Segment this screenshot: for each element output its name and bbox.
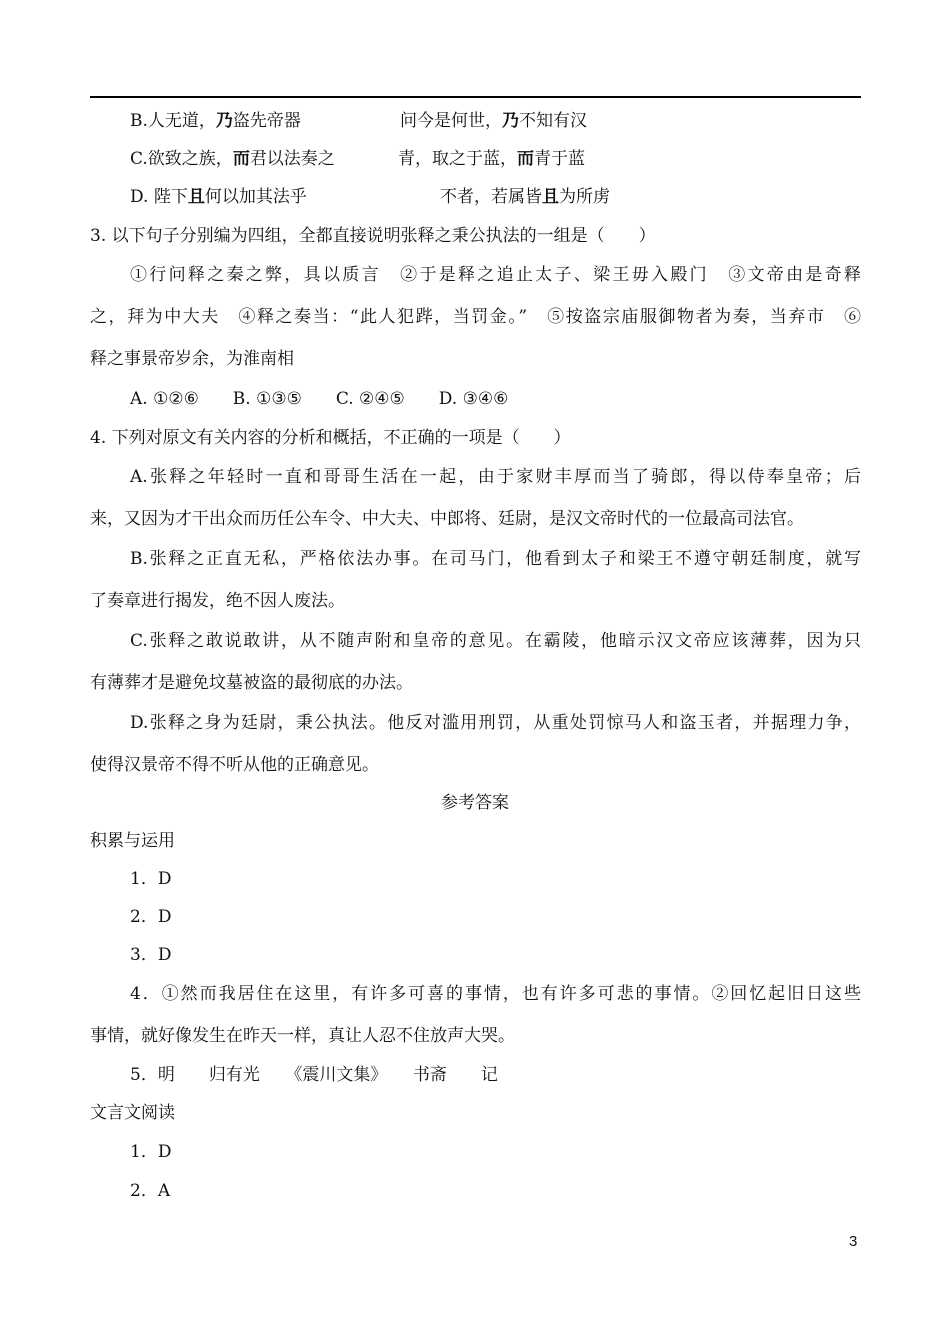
answer-1: 1．D [130, 869, 172, 889]
answer-4-line-1: 4．①然而我居住在这里，有许多可喜的事情，也有许多可悲的事情。②回忆起旧日这些 [130, 984, 861, 1004]
q4-option-a-line-2: 来，又因为才干出众而历任公车令、中大夫、中郎将、廷尉，是汉文帝时代的一位最高司法官。 [90, 509, 804, 529]
answers-section-2: 文言文阅读 [90, 1103, 175, 1123]
answer-4-line-2: 事情，就好像发生在昨天一样，真让人忍不住放声大哭。 [90, 1026, 515, 1046]
q4-option-a-line-1: A.张释之年轻时一直和哥哥生活在一起，由于家财丰厚而当了骑郎，得以侍奉皇帝；后 [130, 467, 861, 487]
q2-option-d-right: 不者，若属皆且为所虏 [440, 187, 610, 207]
q2-option-d-left: D. 陛下且何以加其法乎 [130, 187, 307, 207]
q4-stem: 4. 下列对原文有关内容的分析和概括，不正确的一项是（ ） [90, 428, 571, 448]
q3-line-2: 之，拜为中大夫 ④释之奏当：“此人犯跸，当罚金。” ⑤按盗宗庙服御物者为奏，当弃市 ⑥ [90, 307, 861, 327]
answer-5: 5．明 归有光 《震川文集》 书斋 记 [130, 1065, 498, 1085]
q2-option-c-right: 青，取之于蓝，而青于蓝 [398, 149, 585, 169]
q4-option-d-line-1: D.张释之身为廷尉，秉公执法。他反对滥用刑罚，从重处罚惊马人和盗玉者，并据理力争， [130, 713, 861, 733]
q4-option-d-line-2: 使得汉景帝不得不听从他的正确意见。 [90, 755, 379, 775]
q2-option-c-left: C.欲致之族，而君以法奏之 [130, 149, 335, 169]
reading-answer-2: 2．A [130, 1181, 171, 1201]
answers-section-1: 积累与运用 [90, 831, 175, 851]
q4-option-b-line-2: 了奏章进行揭发，绝不因人废法。 [90, 591, 345, 611]
answer-2: 2．D [130, 907, 172, 927]
q4-option-b-line-1: B.张释之正直无私，严格依法办事。在司马门，他看到太子和梁王不遵守朝廷制度，就写 [130, 549, 861, 569]
answers-title: 参考答案 [441, 793, 509, 813]
answer-3: 3．D [130, 945, 172, 965]
q4-option-c-line-2: 有薄葬才是避免坟墓被盗的最彻底的办法。 [90, 673, 413, 693]
q3-stem: 3. 以下句子分别编为四组，全都直接说明张释之秉公执法的一组是（ ） [90, 226, 656, 246]
q4-option-c-line-1: C.张释之敢说敢讲，从不随声附和皇帝的意见。在霸陵，他暗示汉文帝应该薄葬，因为只 [130, 631, 861, 651]
q2-option-b-right: 问今是何世，乃不知有汉 [400, 111, 587, 131]
header-rule [90, 96, 861, 98]
q3-line-3: 释之事景帝岁余，为淮南相 [90, 349, 294, 369]
reading-answer-1: 1．D [130, 1142, 172, 1162]
q3-line-1: ①行问释之秦之弊，具以质言 ②于是释之追止太子、梁王毋入殿门 ③文帝由是奇释 [130, 265, 861, 285]
page-number: 3 [849, 1233, 858, 1250]
q2-option-b-left: B.人无道，乃盗先帝器 [130, 111, 301, 131]
q3-choices: A. ①②⑥ B. ①③⑤ C. ②④⑤ D. ③④⑥ [130, 389, 509, 409]
